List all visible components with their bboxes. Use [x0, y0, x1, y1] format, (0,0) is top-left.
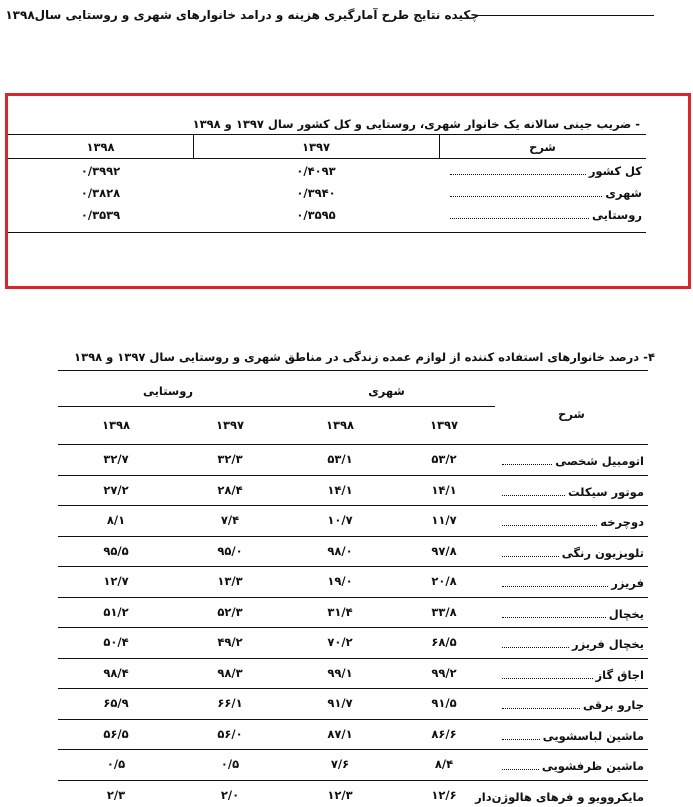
- appliance-value-r97: ۵۲/۳: [217, 604, 243, 619]
- appliance-value-r98: ۱۲/۷: [103, 574, 129, 588]
- appliance-year-header: ۱۳۹۷: [429, 418, 459, 432]
- appliance-value-r98: ۲/۳: [106, 787, 126, 802]
- appliance-value-u98: ۹۹/۱: [327, 665, 353, 680]
- appliance-value-u98: ۹۱/۷: [327, 696, 353, 710]
- appliance-value-u98: ۵۳/۱: [327, 452, 353, 466]
- appliance-value-u98: ۳۱/۴: [327, 604, 353, 619]
- table-rule: [8, 232, 646, 233]
- appliance-value-u98: ۱۹/۰: [327, 574, 353, 588]
- appliance-value-u97: ۹۱/۵: [431, 696, 457, 710]
- appliance-value-u98: ۸۷/۱: [327, 726, 353, 741]
- appliance-value-r97: ۶۶/۱: [217, 696, 243, 710]
- appliance-value-r97: ۹۸/۳: [217, 665, 243, 680]
- appliance-value-u97: ۹۷/۸: [431, 543, 457, 558]
- appliance-value-r97: ۱۳/۳: [217, 574, 243, 588]
- appliance-name: ماشین لباسشویی: [542, 728, 644, 743]
- appliance-row-label: [502, 759, 644, 773]
- leader-dots: [502, 729, 540, 740]
- row-divider: [58, 658, 648, 659]
- appliance-value-r98: ۹۵/۵: [103, 543, 129, 558]
- gini-value-1398: ۰/۳۹۹۲: [80, 164, 121, 178]
- leader-dots: [502, 637, 569, 648]
- row-divider: [58, 536, 648, 537]
- appliance-row-label: [502, 607, 644, 621]
- appliance-value-r97: ۹۵/۰: [217, 543, 243, 558]
- appliance-row-label: [475, 789, 644, 804]
- appliance-value-u97: ۵۳/۲: [431, 452, 457, 466]
- appliance-name: یخچال: [608, 606, 644, 621]
- appliance-name: موتور سیکلت: [567, 484, 644, 499]
- appliance-value-r97: ۷/۴: [220, 513, 240, 527]
- appliance-value-u98: ۷/۶: [330, 757, 350, 771]
- header-underline: [476, 15, 654, 16]
- leader-dots: [502, 698, 580, 709]
- appliance-value-u97: ۳۳/۸: [431, 604, 457, 619]
- appliance-name: اتومبیل شخصی: [555, 454, 644, 468]
- gini-row-label: شهری: [450, 186, 642, 200]
- table-rule: [8, 158, 646, 159]
- appliance-value-u97: ۶۸/۵: [431, 635, 457, 649]
- appliance-value-u98: ۱۴/۱: [327, 482, 353, 497]
- appliance-value-r98: ۵۰/۴: [103, 635, 129, 649]
- appliance-value-r98: ۸/۱: [106, 513, 126, 527]
- appliance-header-desc: شرح: [558, 407, 585, 421]
- appliance-value-r97: ۳۲/۳: [217, 452, 243, 466]
- appliance-value-u97: ۱۴/۱: [431, 482, 457, 497]
- appliance-value-r98: ۵۱/۲: [103, 604, 129, 619]
- appliance-value-r98: ۳۲/۷: [103, 452, 129, 466]
- appliance-name: دوچرخه: [600, 515, 644, 529]
- appliance-name: اجاق گاز: [595, 667, 644, 682]
- appliance-year-header: ۱۳۹۸: [325, 418, 355, 432]
- appliance-year-header: ۱۳۹۷: [215, 418, 245, 432]
- appliance-value-u98: ۹۸/۰: [327, 543, 353, 558]
- appliance-value-u97: ۱۲/۶: [431, 787, 457, 802]
- appliance-value-u97: ۸۶/۶: [431, 726, 457, 741]
- appliance-name: فریزر: [611, 576, 644, 590]
- gini-value-1397: ۰/۳۹۴۰: [296, 186, 336, 200]
- gini-value-1397: ۰/۳۵۹۵: [296, 208, 336, 222]
- appliance-value-r98: ۶۵/۹: [103, 696, 129, 710]
- leader-dots: [502, 546, 559, 557]
- appliance-row-label: [502, 454, 644, 468]
- gini-table-title: - ضریب جینی سالانه یک خانوار شهری، روستایی و کل کشور سال ۱۳۹۷ و ۱۳۹۸: [192, 117, 640, 131]
- appliance-group-rural: روستایی: [142, 384, 194, 398]
- appliance-row-label: [502, 515, 644, 529]
- table-rule: [58, 370, 648, 371]
- appliance-name: جارو برقی: [582, 698, 644, 712]
- appliance-value-r97: ۰/۵: [220, 757, 240, 771]
- appliance-name: ماشین ظرفشویی: [541, 759, 644, 773]
- leader-dots: [502, 454, 552, 465]
- gini-header-1398: ۱۳۹۸: [86, 140, 115, 154]
- gini-header-1397: ۱۳۹۷: [301, 140, 331, 154]
- table-rule: [8, 134, 646, 135]
- appliance-value-u98: ۱۰/۷: [327, 513, 353, 527]
- appliance-value-r98: ۲۷/۲: [103, 482, 129, 497]
- appliance-value-u97: ۲۰/۸: [431, 574, 457, 588]
- leader-dots: [502, 576, 608, 587]
- appliance-name: تلویزیون رنگی: [561, 545, 644, 560]
- gini-row-label: کل کشور: [450, 164, 642, 178]
- gini-value-1398: ۰/۳۵۳۹: [80, 208, 121, 222]
- appliance-row-label: [502, 637, 644, 651]
- appliance-name: یخچال فریزر: [572, 637, 644, 651]
- leader-dots: [502, 668, 593, 679]
- row-divider: [58, 780, 648, 781]
- row-divider: [58, 597, 648, 598]
- appliance-row-label: [502, 546, 644, 560]
- appliance-value-u98: ۱۲/۳: [327, 787, 353, 802]
- appliance-value-r98: ۵۶/۵: [103, 726, 129, 741]
- leader-dots: [502, 607, 606, 618]
- gini-header-desc: شرح: [529, 140, 556, 154]
- appliance-value-u97: ۸/۴: [434, 757, 454, 771]
- row-divider: [58, 627, 648, 628]
- appliance-name: مایکروویو و فرهای هالوژن‌دار: [475, 789, 644, 804]
- appliance-value-u98: ۷۰/۲: [327, 635, 353, 649]
- row-divider: [58, 566, 648, 567]
- appliance-row-label: [502, 485, 644, 499]
- leader-dots: [502, 485, 565, 496]
- leader-dots: [502, 515, 597, 526]
- appliance-value-u97: ۹۹/۲: [431, 665, 457, 680]
- appliance-row-label: [502, 576, 644, 590]
- appliance-year-header: ۱۳۹۸: [101, 418, 131, 432]
- page-header: چکیده نتایج طرح آمارگیری هزینه و درامد خانوارهای شهری و روستایی سال۱۳۹۸: [5, 8, 479, 22]
- table-rule: [58, 406, 495, 407]
- appliance-value-r98: ۹۸/۴: [103, 665, 129, 680]
- row-divider: [58, 749, 648, 750]
- appliance-row-label: [502, 668, 644, 682]
- leader-dots: [502, 759, 539, 770]
- appliance-value-r98: ۰/۵: [106, 757, 126, 771]
- appliance-value-r97: ۴۹/۲: [217, 635, 243, 649]
- gini-row-label: روستایی: [450, 208, 642, 222]
- appliance-row-label: [502, 698, 644, 712]
- row-divider: [58, 719, 648, 720]
- appliance-value-r97: ۵۶/۰: [217, 726, 243, 741]
- appliance-value-u97: ۱۱/۷: [431, 513, 457, 527]
- gini-value-1397: ۰/۴۰۹۳: [296, 164, 336, 178]
- appliance-group-urban: شهری: [368, 384, 405, 398]
- appliance-table-title: ۴- درصد خانوارهای استفاده کننده از لوازم عمده زندگی در مناطق شهری و روستایی سال ۱۳۹۷ و ۱۳۹۸: [74, 350, 655, 364]
- appliance-value-r97: ۲/۰: [220, 787, 240, 802]
- row-divider: [58, 505, 648, 506]
- table-rule: [58, 444, 648, 445]
- appliance-row-label: [502, 729, 644, 743]
- gini-value-1398: ۰/۳۸۲۸: [80, 186, 121, 200]
- row-divider: [58, 688, 648, 689]
- appliance-value-r97: ۲۸/۴: [217, 482, 243, 497]
- row-divider: [58, 475, 648, 476]
